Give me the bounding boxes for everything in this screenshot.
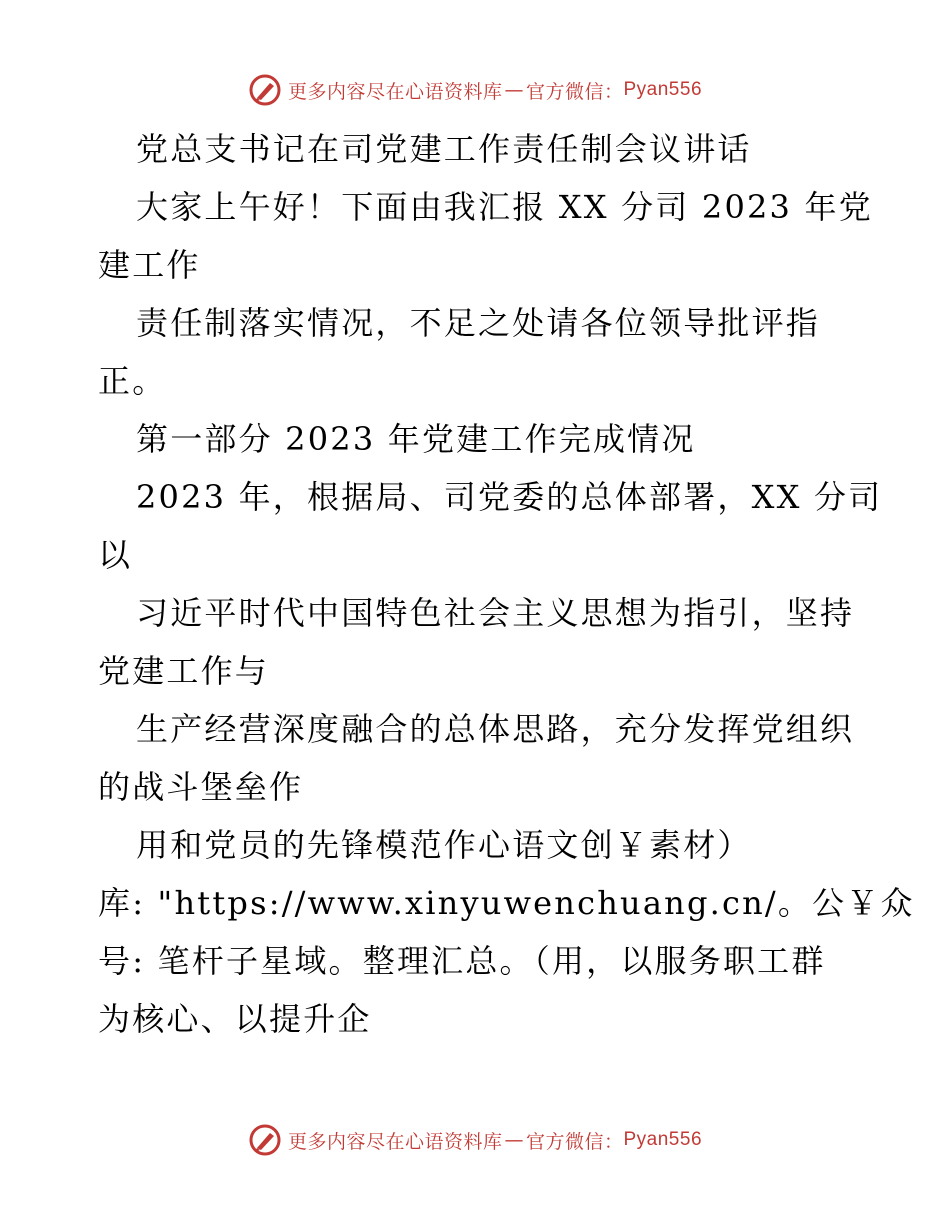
header-watermark xyxy=(0,70,950,110)
paragraph-line: 为核心、以提升企 xyxy=(98,1000,372,1038)
paragraph-line: 正。 xyxy=(98,362,167,400)
watermark-wechat-id: Pyan556 xyxy=(623,79,703,100)
paragraph-line: 号: 笔杆子星域。整理汇总。（用，以服务职工群 xyxy=(98,942,826,980)
paragraph-line: 2023 年，根据局、司党委的总体部署，XX 分司 xyxy=(136,478,883,516)
watermark-wechat-id: Pyan556 xyxy=(623,1129,703,1150)
paragraph-line: 的战斗堡垒作 xyxy=(98,768,304,806)
watermark-wechat-label: 官方微信： xyxy=(525,80,624,103)
document-title: 党总支书记在司党建工作责任制会议讲话 xyxy=(136,130,752,168)
paragraph-line: 生产经营深度融合的总体思路，充分发挥党组织 xyxy=(136,710,855,748)
paragraph-line: 大家上午好！下面由我汇报 XX 分司 2023 年党 xyxy=(136,188,873,226)
watermark-text: 更多内容尽在心语资料库 xyxy=(287,80,503,103)
paragraph-line: 用和党员的先锋模范作心语文创￥素材） xyxy=(136,826,752,864)
footer-watermark xyxy=(0,1120,950,1160)
section-heading: 第一部分 2023 年党建工作完成情况 xyxy=(136,420,696,458)
paragraph-line: 习近平时代中国特色社会主义思想为指引，坚持 xyxy=(136,594,855,632)
paragraph-line: 建工作 xyxy=(98,246,201,284)
pen-logo-icon xyxy=(248,1123,282,1157)
paragraph-line: 库: "https://www.xinyuwenchuang.cn/。公￥众 xyxy=(98,884,915,922)
pen-logo-icon xyxy=(248,73,282,107)
watermark-dash: — xyxy=(504,79,524,101)
watermark-wechat-label: 官方微信： xyxy=(525,1130,624,1153)
watermark-dash: — xyxy=(504,1129,524,1151)
paragraph-line: 党建工作与 xyxy=(98,652,270,690)
watermark-text: 更多内容尽在心语资料库 xyxy=(287,1130,503,1153)
paragraph-line: 责任制落实情况，不足之处请各位领导批评指 xyxy=(136,304,821,342)
document-body xyxy=(98,120,915,1048)
paragraph-line: 以 xyxy=(98,536,133,574)
